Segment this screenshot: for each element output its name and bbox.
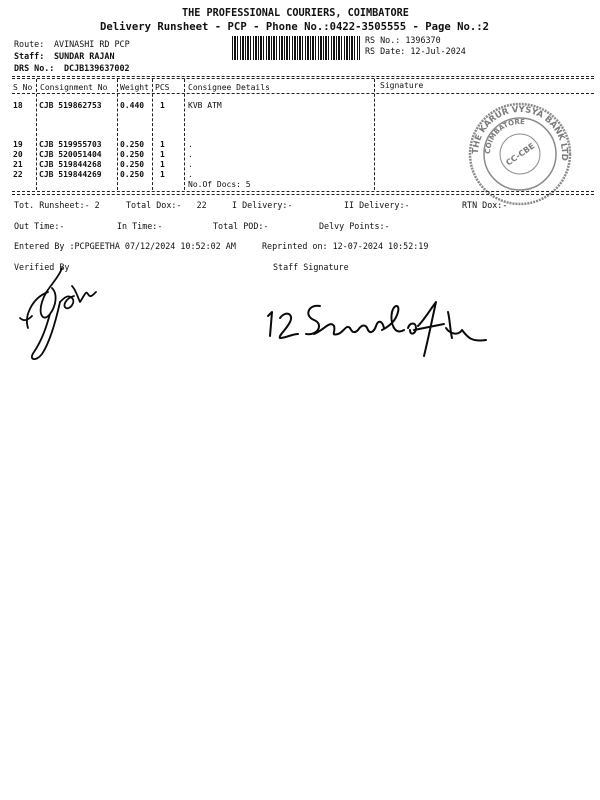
- total-pod: Total POD:-: [213, 221, 269, 231]
- column-divider: [374, 79, 375, 190]
- row-consignment: CJB 519955703: [39, 140, 102, 149]
- svg-text:CC-CBE: CC-CBE: [504, 141, 537, 168]
- company-title: THE PROFESSIONAL COURIERS, COIMBATORE: [182, 8, 409, 19]
- row-sno: 22: [13, 170, 23, 179]
- drs-label: DRS No.:: [14, 63, 55, 73]
- route-value: AVINASHI RD PCP: [54, 39, 130, 49]
- delvy-points: Delvy Points:-: [319, 221, 390, 231]
- column-header-pcs: PCS: [155, 83, 170, 92]
- staff-value: SUNDAR RAJAN: [54, 51, 115, 61]
- column-header-consignee: Consignee Details: [188, 83, 270, 92]
- svg-text:THE KARUR VYSYA BANK LTD: THE KARUR VYSYA BANK LTD: [470, 104, 570, 162]
- staff-signature-label: Staff Signature: [273, 262, 349, 272]
- row-consignee: .: [188, 140, 193, 149]
- row-sno: 20: [13, 150, 23, 159]
- table-bottom-line: [12, 194, 594, 195]
- total-dox: Total Dox:- 22: [126, 200, 207, 210]
- row-weight: 0.250: [120, 160, 145, 169]
- row-weight: 0.250: [120, 170, 145, 179]
- column-divider: [184, 79, 185, 190]
- i-delivery: I Delivery:-: [232, 200, 293, 210]
- row-consignee: .: [188, 160, 193, 169]
- column-header-weight: Weight: [120, 83, 149, 92]
- table-bottom-line: [12, 191, 594, 192]
- divider-line: [12, 76, 594, 77]
- staff-label: Staff:: [14, 51, 45, 61]
- rtn-dox: RTN Dox:-: [462, 200, 508, 210]
- table-header-bottom-line: [12, 93, 594, 94]
- row-weight: 0.440: [120, 101, 145, 110]
- row-sno: 21: [13, 160, 23, 169]
- column-divider: [36, 79, 37, 190]
- row-consignment: CJB 520051404: [39, 150, 102, 159]
- row-consignment: CJB 519844268: [39, 160, 102, 169]
- row-consignee: .: [188, 150, 193, 159]
- route-label: Route:: [14, 39, 45, 49]
- out-time: Out Time:-: [14, 221, 65, 231]
- ii-delivery: II Delivery:-: [344, 200, 410, 210]
- column-divider: [117, 79, 118, 190]
- tot-runsheet: Tot. Runsheet:- 2: [14, 200, 100, 210]
- row-consignment: CJB 519862753: [39, 101, 102, 110]
- row-consignee: .: [188, 170, 193, 179]
- entered-by: Entered By :PCPGEETHA 07/12/2024 10:52:02 AM: [14, 241, 236, 251]
- row-consignee: KVB ATM: [188, 101, 222, 110]
- row-pcs: 1: [160, 140, 165, 149]
- row-pcs: 1: [160, 101, 165, 110]
- staff-signature-image: [258, 290, 498, 370]
- column-header-consignment: Consignment No: [40, 83, 108, 92]
- barcode-image: [232, 36, 360, 60]
- rs-number: RS No.: 1396370: [365, 35, 441, 45]
- row-sno: 19: [13, 140, 23, 149]
- verified-signature-image: [6, 258, 116, 368]
- row-pcs: 1: [160, 150, 165, 159]
- in-time: In Time:-: [117, 221, 163, 231]
- column-header-signature: Signature: [380, 81, 424, 90]
- column-divider: [152, 79, 153, 190]
- row-pcs: 1: [160, 170, 165, 179]
- row-weight: 0.250: [120, 150, 145, 159]
- rs-date: RS Date: 12-Jul-2024: [365, 46, 466, 56]
- runsheet-title: Delivery Runsheet - PCP - Phone No.:0422-3505555 - Page No.:2: [100, 21, 490, 33]
- drs-value: DCJB139637002: [64, 63, 130, 73]
- table-header-top-line: [12, 78, 594, 79]
- svg-text:COIMBATORE: COIMBATORE: [483, 117, 526, 155]
- no-of-docs: No.Of Docs: 5: [188, 180, 251, 189]
- reprinted-on: Reprinted on: 12-07-2024 10:52:19: [262, 241, 429, 251]
- column-header-sno: S No: [13, 83, 33, 92]
- row-consignment: CJB 519844269: [39, 170, 102, 179]
- row-pcs: 1: [160, 160, 165, 169]
- verified-by-label: Verified By: [14, 262, 70, 272]
- row-sno: 18: [13, 101, 23, 110]
- row-weight: 0.250: [120, 140, 145, 149]
